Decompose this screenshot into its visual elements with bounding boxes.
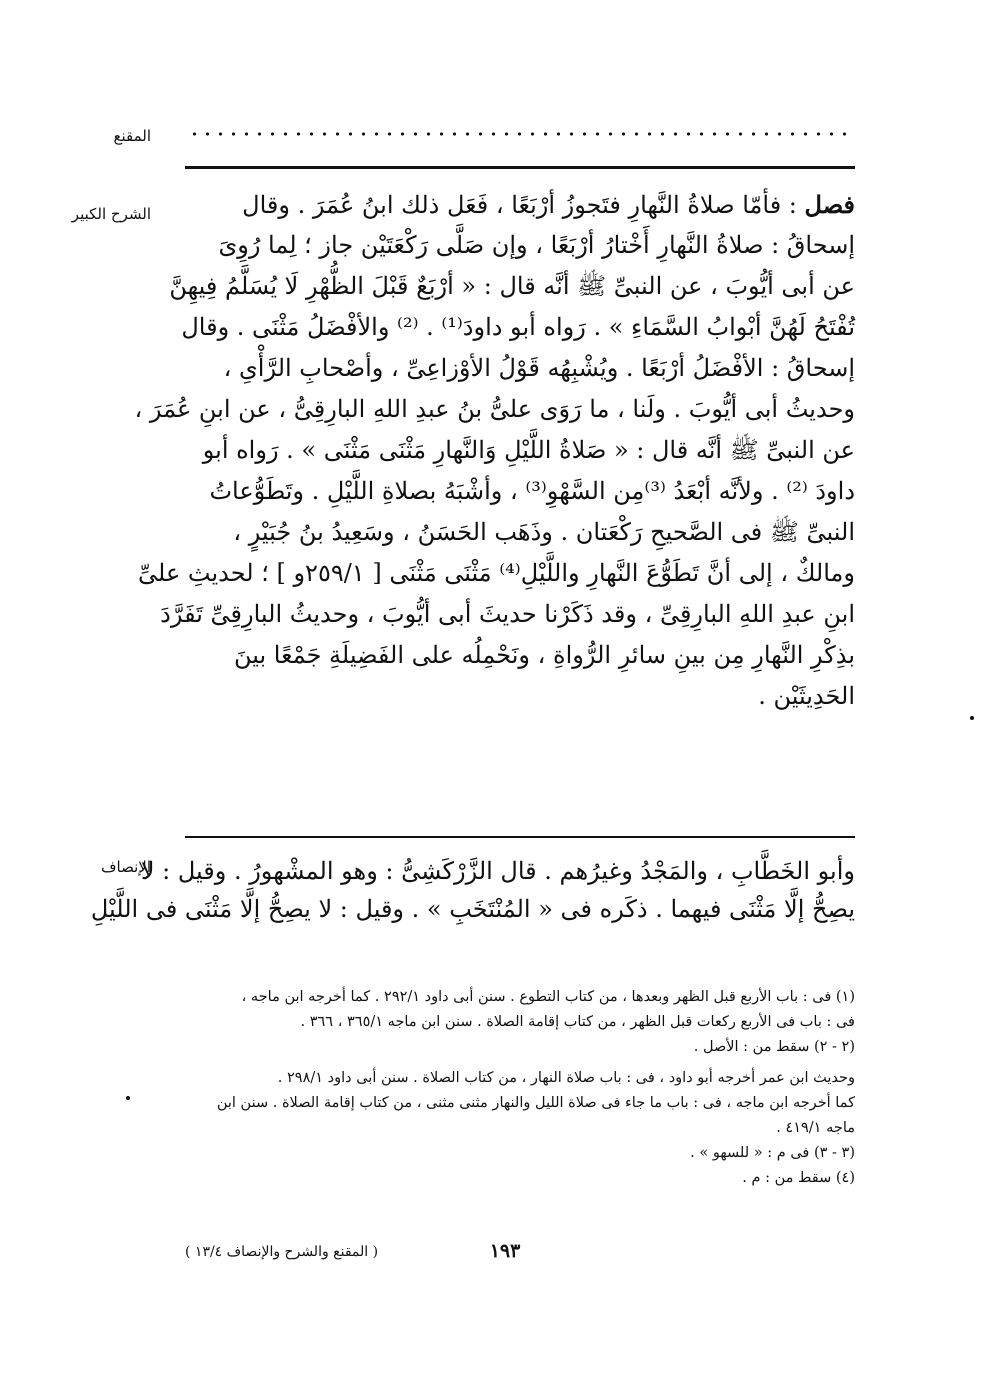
footnote-line: فى : باب فى الأربع ركعات قبل الظهر ، من كتاب إقامة الصلاة . سنن ابن ماجه ٣٦٥/١ ، ٣٦٦ . [300, 1014, 855, 1030]
main-line: بذِكْرِ النَّهارِ مِن بينِ سائرِ الرُّواةِ ، ونَحْمِلُه على الفَضِيلَةِ جَمْعًا بينَ [233, 641, 855, 669]
main-line [185, 184, 855, 225]
page-footer [185, 1240, 855, 1268]
footer-source: ( المقنع والشرح والإنصاف ١٣/٤ ) [185, 1244, 379, 1260]
insaf-line: وأبو الخَطَّابِ ، والمَجْدُ وغيرُهم . قال الزَّرْكَشِىُّ : وهو المشْهورُ . وقيل : لا [140, 857, 855, 885]
main-line: إسحاقُ : صلاةُ النَّهارِ أَخْتارُ أرْبَعًا ، وإن صَلَّى رَكْعَتَيْن جاز ؛ لِما رُوِىَ [218, 231, 855, 259]
footnote-line: ماجه ٤١٩/١ . [776, 1120, 855, 1136]
main-text [134, 184, 855, 717]
main-line: عن النبىِّ ﷺ أنَّه قال : « صَلاةُ اللَّيْلِ وَالنَّهارِ مَثْنَى مَثْنَى » . رَواه أبو [202, 436, 855, 464]
main-line: عن أبى أيُّوبَ ، عن النبىِّ ﷺ أنَّه قال : « أرْبَعٌ قَبْلَ الظُّهْرِ لَا يُسَلَّمُ فِيهِنَّ [169, 272, 855, 300]
insaf-label: الإنصاف [100, 858, 151, 876]
header-solid-rule [185, 166, 855, 169]
main-line: ابنِ عبدِ اللهِ البارِقِىِّ ، وقد ذَكَرْنا حديثَ أبى أيُّوبَ ، وحديثُ البارِقِىِّ تَفَرَّدَ [160, 600, 855, 628]
sharh-label: الشرح الكبير [71, 205, 151, 223]
footnote-line: كما أخرجه ابن ماجه ، فى : باب ما جاء فى صلاة الليل والنهار مثنى مثنى ، من كتاب إقامة الصلاة . سنن ابن [216, 1095, 855, 1111]
footnote-line: (١) فى : باب الأربع قبل الظهر وبعدها ، من كتاب التطوع . سنن أبى داود ٢٩٢/١ . كما أخرجه ابن ماجه ، [241, 989, 855, 1005]
insaf-line: يصِحُّ إلَّا مَثْنَى فيهما . ذكَره فى « المُنْتَخَبِ » . وقيل : لا يصِحُّ إلَّا مَثْنَى فى اللَّيْلِ [90, 895, 855, 923]
main-line: ومالكٌ ، إلى أنَّ تَطَوُّعَ النَّهارِ واللَّيْلِ⁽⁴⁾ مَثْنَى مَثْنَى [ ٢٥٩/١و ] ؛ لحديثِ علىِّ [138, 559, 855, 587]
margin-mark [126, 1096, 130, 1100]
main-line: الحَدِيثَيْن . [758, 682, 855, 710]
book-label: المقنع [113, 127, 151, 145]
header-dotted-rule [188, 128, 854, 140]
main-line: النبىِّ ﷺ فى الصَّحيحِ رَكْعَتان . وذَهَب الحَسَنُ ، وسَعِيدُ بنُ جُبَيْرٍ ، [233, 518, 855, 546]
footnote-line: وحديث ابن عمر أخرجه أبو داود ، فى : باب صلاة النهار ، من كتاب الصلاة . سنن أبى داود ٢٩٨/١ . [277, 1070, 855, 1086]
footnote-line: (٢ - ٢) سقط من : الأصل . [693, 1039, 855, 1055]
margin-mark [970, 716, 974, 720]
footnote-line: (٣ - ٣) فى م : « للسهو » . [690, 1145, 855, 1161]
main-line-text: : فأمّا صلاةُ النَّهارِ فتَجوزُ أرْبَعًا ، فَعَل ذلك ابنُ عُمَرَ . وقال [242, 191, 797, 219]
footnotes [185, 985, 855, 1191]
footnote-line: (٤) سقط من : م . [742, 1170, 855, 1186]
main-line: وحديثُ أبى أيُّوبَ . ولَنا ، ما رَوَى علىُّ بنُ عبدِ اللهِ البارِقِىُّ ، عن ابنِ عُمَرَ ، [134, 395, 855, 423]
fasl-heading: فصل [804, 190, 855, 219]
page-number: ١٩٣ [489, 1240, 521, 1262]
insaf-separator [185, 836, 855, 838]
main-line: داودَ ⁽²⁾ . ولأنَّه أبْعَدُ ⁽³⁾مِن السَّهْوِ⁽³⁾ ، وأشْبَهُ بصلاةِ اللَّيْلِ . وتَطَوُّعاتُ [209, 477, 855, 505]
main-line: تُفْتَحُ لَهُنَّ أبْوابُ السَّمَاءِ » . رَواه أبو داودَ⁽¹⁾ . ⁽²⁾ والأفْضَلُ مَثْنَى . وقال [181, 313, 855, 341]
main-line: إسحاقُ : الأفْضَلُ أرْبَعًا . ويُشْبِهُه قَوْلُ الأوْزاعِىِّ ، وأصْحابِ الرَّأْىِ ، [223, 354, 855, 382]
